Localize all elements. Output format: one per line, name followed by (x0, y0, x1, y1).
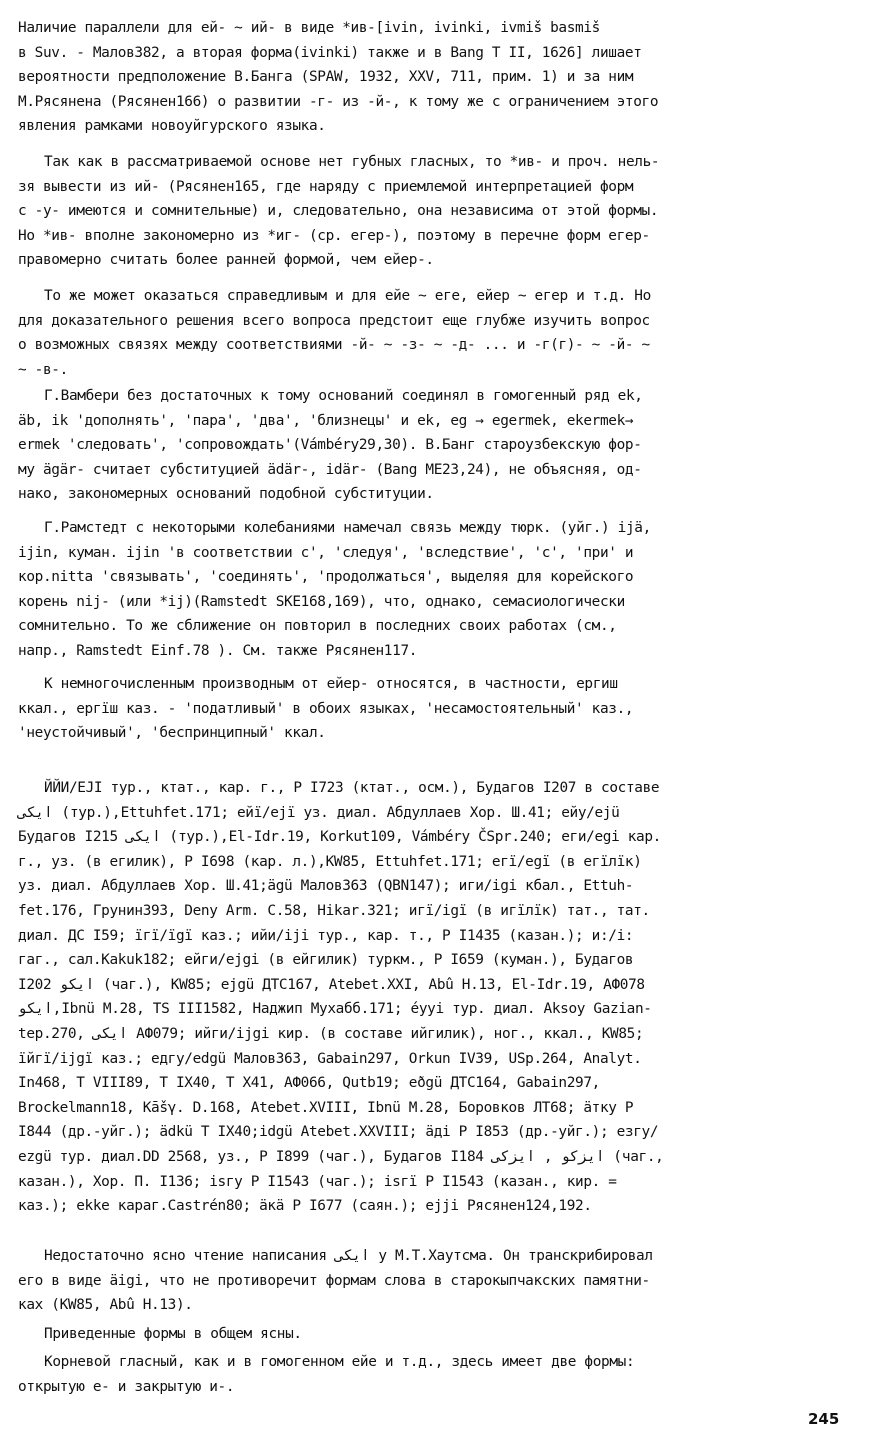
entry-line: ايكى (тур.),Ettuhfet.171; ейї/ejї уз. диал. Абдуллаев Хор. Ш.41; ейу/ejü (18, 804, 620, 821)
text-line: äb, ik 'дополнять', 'пара', 'два', 'близнецы' и ek, eg → egermek, ekermek→ (18, 412, 634, 429)
text-line: корень nij- (или *ij)(Ramstedt SKE168,169), что, однако, семасиологически (18, 593, 625, 610)
text-line: в Suv. - Малов382, а вторая форма(ivinki) также и в Bang T II, 1626] лишает (18, 44, 642, 61)
text-line: ijin, куман. ijin 'в соответствии с', 'следуя', 'вследствие', 'с', 'при' и (18, 544, 634, 561)
text-line: Приведенные формы в общем ясны. (44, 1326, 302, 1342)
text-line: То же может оказаться справедливым и для ейе ~ еге, ейер ~ егер и т.д. Но (44, 288, 651, 304)
text-line: для доказательного решения всего вопроса предстоит еще глубже изучить вопрос (18, 312, 650, 329)
entry-line: казан.), Хор. П. I136; isгу Р I1543 (чаг.); isгї Р I1543 (казан., кир. = (18, 1173, 617, 1190)
entry-line: fet.176, Грунин393, Deny Arm. C.58, Hikar.321; игї/igї (в игїлїк) тат., тат. (18, 903, 650, 919)
text-line: Но *ив- вполне закономерно из *иг- (ср. егер-), поэтому в перечне форм егер- (18, 227, 650, 244)
entry-line: їйгї/ijgї каз.; едгу/edgü Малов363, Gabain297, Orkun IV39, USp.264, Analyt. (18, 1050, 642, 1067)
text-line: явления рамками новоуйгурского языка. (18, 118, 326, 134)
text-line: нако, закономерных оснований подобной субституции. (18, 486, 434, 502)
text-line: его в виде äigi, что не противоречит формам слова в старокыпчакских памятни- (18, 1272, 650, 1289)
entry-line: I844 (др.-уйг.); ädkü T IX40;idgü Atebet.XXVIII; äді Р I853 (др.-уйг.); езгу/ (18, 1124, 659, 1141)
text-line: о возможных связях между соответствиями -й- ~ -з- ~ -д- ... и -г(г)- ~ -й- ~ (18, 337, 650, 353)
entry-line: tep.270, ايكى АФ079; ийги/ijgi кир. (в составе ийгилик), ног., ккал., KW85; (18, 1026, 644, 1042)
text-line: ~ -в-. (18, 361, 68, 378)
entry-line: ايكو,Ibnü M.28, TS III1582, Наджип Мухабб.171; éyyi тур. диал. Aksoy Gazian- (18, 1001, 652, 1018)
entry-line: In468, T VIII89, T IX40, T X41, АФ066, Qutb19; eðgü ДТС164, Gabain297, (18, 1075, 600, 1092)
entry-line: Будагов I215 ايكى (тур.),El-Idr.19, Korkut109, Vámbéry ČSpr.240; еги/egi кар. (18, 829, 661, 846)
entry-line: диал. ДС I59; їгї/їgї каз.; ийи/iji тур., кар. т., Р I1435 (казан.); и:/i: (18, 927, 634, 944)
text-line: ках (KW85, Abû H.13). (18, 1297, 193, 1313)
text-line: 'неустойчивый', 'беспринципный' ккал. (18, 725, 326, 741)
entry-line: уз. диал. Абдуллаев Хор. Ш.41;ägü Малов363 (QBN147); иги/igi кбал., Ettuh- (18, 878, 634, 895)
entry-line: ЙЙИ/EJI тур., ктат., кар. г., Р I723 (ктат., осм.), Будагов I207 в составе (44, 780, 660, 796)
text-line: Недостаточно ясно чтение написания ايكى у М.Т.Хаутсма. Он транскрибировал (44, 1248, 653, 1264)
text-line: ккал., ергїш каз. - 'податливый' в обоих языках, 'несамостоятельный' каз., (18, 700, 634, 717)
text-line: правомерно считать более ранней формой, чем ейер-. (18, 252, 434, 268)
entry-line: Brockelmann18, Kāšγ. D.168, Atebet.XVIII, Ibnü M.28, Боровков ЛТ68; äтку Р (18, 1099, 634, 1116)
text-line: ermek 'следовать', 'сопровождать'(Vámbéry29,30). В.Банг староузбекскую фор- (18, 437, 642, 453)
text-line: напр., Ramstedt Einf.78 ). См. также Рясянен117. (18, 642, 418, 659)
text-line: вероятности предположение В.Банга (SPAW, 1932, XXV, 711, прим. 1) и за ним (18, 69, 634, 85)
entry-line: гаг., сал.Kakuk182; ейги/ejgi (в ейгилик) туркм., Р I659 (куман.), Будагов (18, 952, 634, 969)
text-line: открытую е- и закрытую и-. (18, 1378, 235, 1395)
text-line: М.Рясянена (Рясянен166) о развитии -г- из -й-, к тому же с ограничением этого (18, 93, 659, 110)
text-line: Г.Рамстедт с некоторыми колебаниями намечал связь между тюрк. (уйг.) ijä, (44, 520, 651, 536)
text-line: кор.nitta 'связывать', 'соединять', 'продолжаться', выделяя для корейского (18, 569, 634, 585)
entry-line: ezgü тур. диал.DD 2568, уз., Р I899 (чаг.), Будагов I184 ايزكو , ايزكى (чаг., (18, 1149, 664, 1165)
text-line: зя вывести из ий- (Рясянен165, где наряду с приемлемой интерпретацией форм (18, 178, 634, 195)
entry-line: г., уз. (в егилик), Р I698 (кар. л.),KW85, Ettuhfet.171; егї/egï (в егїлїк) (18, 853, 642, 870)
page-number: 245 (808, 1410, 840, 1428)
text-line: Корневой гласный, как и в гомогенном ейе и т.д., здесь имеет две формы: (44, 1354, 635, 1370)
text-line: му ägär- считает субституцией ädär-, idär- (Bang ME23,24), не объясняя, од- (18, 461, 642, 478)
text-line: К немногочисленным производным от ейер- относятся, в частности, ергиш (44, 676, 618, 692)
text-line: Г.Вамбери без достаточных к тому оснований соединял в гомогенный ряд ek, (44, 388, 643, 404)
text-line: Так как в рассматриваемой основе нет губных гласных, то *ив- и проч. нель- (44, 154, 660, 170)
entry-line: каз.); ekke караг.Castrén80; äкä Р I677 (саян.); ejji Рясянен124,192. (18, 1198, 592, 1215)
entry-line: I202 ايكو (чаг.), KW85; ejgü ДТС167, Atebet.XXI, Abû H.13, El-Idr.19, АФ078 (18, 976, 645, 993)
text-line: сомнительно. То же сближение он повторил в последних своих работах (см., (18, 618, 617, 634)
text-line: с -у- имеются и сомнительные) и, следовательно, она независима от этой формы. (18, 203, 659, 219)
text-line: Наличие параллели для ей- ~ ий- в виде *ив-[ivin, ivinki, ivmiš basmiš (18, 20, 600, 36)
